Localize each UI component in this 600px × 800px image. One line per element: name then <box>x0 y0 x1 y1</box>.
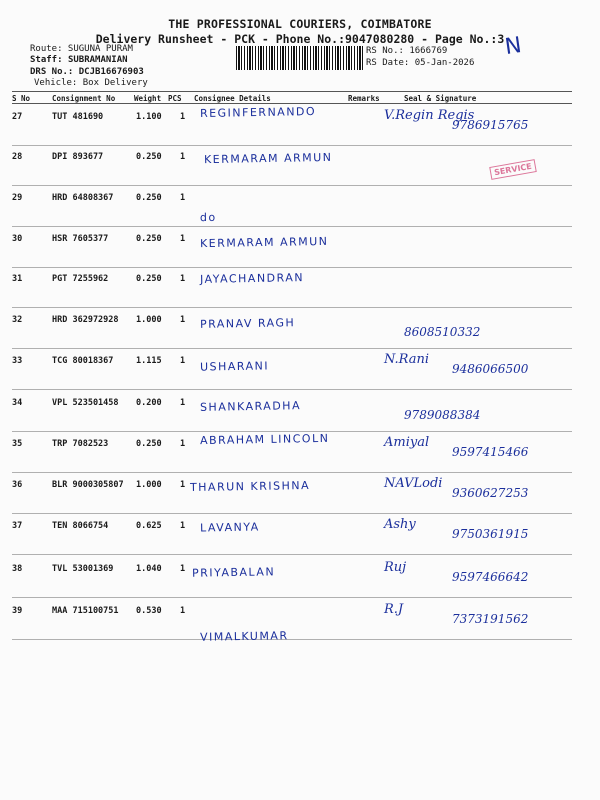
row-weight: 0.625 <box>136 521 162 531</box>
row-consignee-handwritten: KERMARAM ARMUN <box>199 234 329 251</box>
staff-name: SUBRAMANIAN <box>67 55 128 65</box>
row-sno: 38 <box>12 564 23 574</box>
route: Route: SUGUNA PURAM <box>30 44 133 54</box>
row-consignment-no: VPL 523501458 <box>52 398 119 408</box>
table-row <box>12 472 572 514</box>
row-signature: Amiyal <box>384 435 430 450</box>
row-pcs: 1 <box>180 564 186 574</box>
row-pcs: 1 <box>180 439 186 449</box>
col-weight: Weight <box>134 94 162 103</box>
row-pcs: 1 <box>180 152 186 162</box>
row-pcs: 1 <box>180 112 186 122</box>
row-consignee-handwritten: JAYACHANDRAN <box>199 271 305 286</box>
table-row <box>12 144 572 186</box>
row-consignment-no: MAA 715100751 <box>52 606 119 616</box>
header-top-rule <box>12 91 572 92</box>
row-phone-handwritten: 8608510332 <box>404 325 481 339</box>
table-row <box>12 598 572 644</box>
row-phone-handwritten: 9486066500 <box>452 362 529 376</box>
row-phone-handwritten: 9597466642 <box>452 570 529 584</box>
col-consignment: Consignment No <box>52 94 116 103</box>
col-pcs: PCS <box>168 94 182 103</box>
table-row <box>12 513 572 555</box>
row-consignment-no: TRP 7082523 <box>52 439 109 449</box>
row-consignment-no: TEN 8066754 <box>52 521 109 531</box>
row-signature: NAVLodi <box>384 476 443 491</box>
col-consignee: Consignee Details <box>194 94 271 103</box>
row-consignment-no: TUT 481690 <box>52 112 104 122</box>
row-signature: V.Regin Regis <box>384 108 475 123</box>
row-pcs: 1 <box>180 606 186 616</box>
staff <box>30 55 128 66</box>
rs-date: RS Date: 05-Jan-2026 <box>366 58 475 68</box>
row-sno: 37 <box>12 521 23 531</box>
row-pcs: 1 <box>180 274 186 284</box>
row-consignment-no: HRD 64808367 <box>52 193 114 203</box>
runsheet-title: Delivery Runsheet - PCK - Phone No.:9047080280 - Page No.:3 <box>95 32 505 46</box>
row-consignee-handwritten: VIMALKUMAR <box>199 629 289 644</box>
row-pcs: 1 <box>180 315 186 325</box>
row-consignee-handwritten: do <box>199 210 217 225</box>
row-consignment-no: TCG 80018367 <box>52 356 114 366</box>
row-signature: Ruj <box>384 560 407 575</box>
row-sno: 28 <box>12 152 23 162</box>
staff-label: Staff: <box>30 55 63 65</box>
row-signature: Ashy <box>384 517 416 532</box>
table-row <box>12 266 572 308</box>
row-consignee-handwritten: LAVANYA <box>199 520 260 535</box>
row-sno: 31 <box>12 274 23 284</box>
row-phone-handwritten: 9597415466 <box>452 445 529 459</box>
row-consignee-handwritten: USHARANI <box>199 359 270 374</box>
table-row <box>12 307 572 349</box>
row-phone-handwritten: 9789088384 <box>404 408 481 422</box>
row-sno: 27 <box>12 112 23 122</box>
row-pcs: 1 <box>180 398 186 408</box>
row-sno: 33 <box>12 356 23 366</box>
row-sno: 36 <box>12 480 23 490</box>
table-row <box>12 348 572 390</box>
row-weight: 0.250 <box>136 439 162 449</box>
row-weight: 1.100 <box>136 112 162 122</box>
table-row <box>12 431 572 473</box>
row-consignee-handwritten: SHANKARADHA <box>199 399 302 414</box>
row-consignment-no: BLR 9000305807 <box>52 480 124 490</box>
col-remarks: Remarks <box>348 94 380 103</box>
service-stamp: SERVICE <box>489 159 536 180</box>
row-consignee-handwritten: REGINFERNANDO <box>199 104 317 121</box>
row-weight: 0.250 <box>136 193 162 203</box>
row-consignee-handwritten: KERMARAM ARMUN <box>203 150 333 167</box>
row-pcs: 1 <box>180 234 186 244</box>
row-weight: 1.000 <box>136 315 162 325</box>
row-sno: 34 <box>12 398 23 408</box>
row-sno: 32 <box>12 315 23 325</box>
table-row <box>12 226 572 268</box>
row-consignee-handwritten: ABRAHAM LINCOLN <box>199 431 330 448</box>
row-consignment-no: HRD 362972928 <box>52 315 119 325</box>
row-sno: 30 <box>12 234 23 244</box>
row-phone-handwritten: 9750361915 <box>452 527 529 541</box>
row-consignee-handwritten: PRANAV RAGH <box>199 316 296 331</box>
vehicle: Vehicle: Box Delivery <box>34 78 148 88</box>
barcode <box>236 46 364 70</box>
row-pcs: 1 <box>180 521 186 531</box>
row-consignee-handwritten: PRIYABALAN <box>191 565 276 580</box>
table-row <box>12 185 572 227</box>
row-signature: R.J <box>384 602 404 617</box>
row-weight: 0.250 <box>136 234 162 244</box>
row-sno: 39 <box>12 606 23 616</box>
row-weight: 1.000 <box>136 480 162 490</box>
rs-number: RS No.: 1666769 <box>366 46 448 56</box>
row-weight: 1.040 <box>136 564 162 574</box>
company-name: THE PROFESSIONAL COURIERS, COIMBATORE <box>168 17 432 31</box>
row-pcs: 1 <box>180 356 186 366</box>
row-phone-handwritten: 7373191562 <box>452 612 529 626</box>
col-sno: S No <box>12 94 31 103</box>
row-pcs: 1 <box>180 480 186 490</box>
drs-number: DRS No.: DCJB16676903 <box>30 67 144 77</box>
row-signature: N.Rani <box>384 352 430 367</box>
row-consignment-no: DPI 893677 <box>52 152 104 162</box>
row-weight: 1.115 <box>136 356 162 366</box>
row-phone-handwritten: 9360627253 <box>452 486 529 500</box>
col-signature: Seal & Signature <box>404 94 477 103</box>
table-row <box>12 556 572 598</box>
row-weight: 0.530 <box>136 606 162 616</box>
row-weight: 0.250 <box>136 274 162 284</box>
row-consignee-handwritten: THARUN KRISHNA <box>189 478 311 495</box>
row-weight: 0.200 <box>136 398 162 408</box>
row-sno: 35 <box>12 439 23 449</box>
row-sno: 29 <box>12 193 23 203</box>
row-phone-handwritten: 9786915765 <box>452 118 529 132</box>
table-row <box>12 104 572 146</box>
row-consignment-no: HSR 7605377 <box>52 234 109 244</box>
corner-mark: N <box>503 32 524 61</box>
row-pcs: 1 <box>180 193 186 203</box>
table-row <box>12 390 572 432</box>
row-consignment-no: TVL 53001369 <box>52 564 114 574</box>
row-weight: 0.250 <box>136 152 162 162</box>
row-consignment-no: PGT 7255962 <box>52 274 109 284</box>
